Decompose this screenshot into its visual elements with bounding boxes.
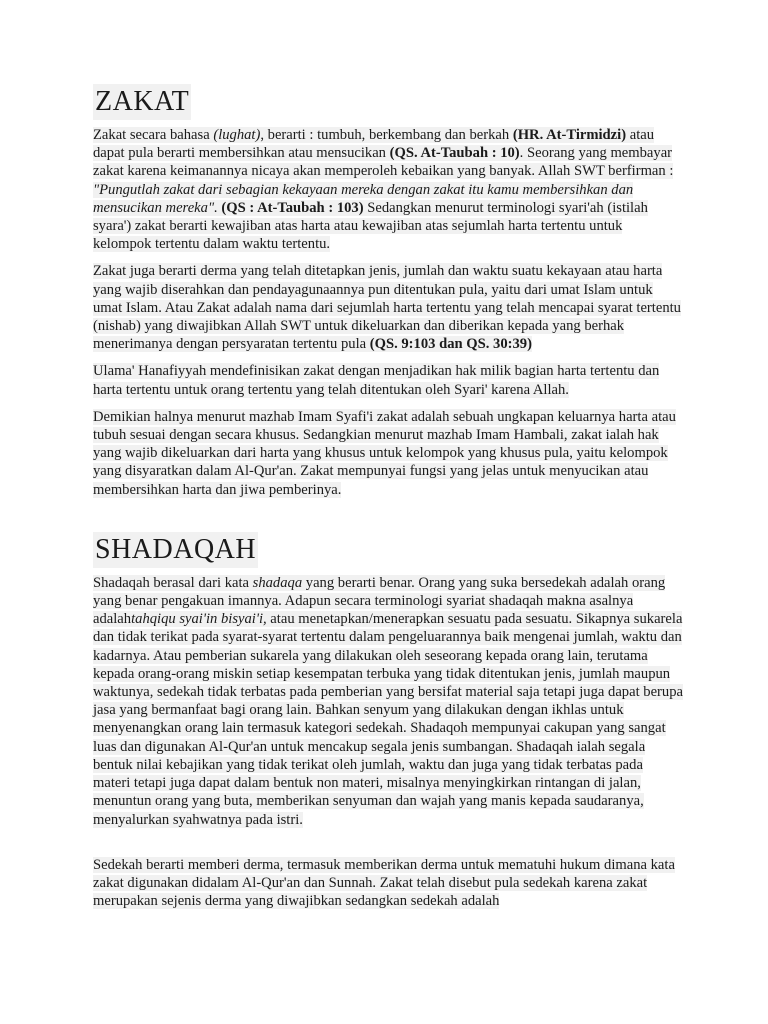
zakat-paragraph-3: Ulama' Hanafiyyah mendefinisikan zakat dengan menjadikan hak milik bagian harta tertentu dan harta tertentu untuk orang tertentu yang telah ditentukan oleh Syari' karena Allah. [93,363,660,398]
document-page [93,84,683,919]
zakat-heading: ZAKAT [93,84,191,120]
shadaqah-heading: SHADAQAH [93,532,258,568]
shadaqah-paragraph-2: Sedekah berarti memberi derma, termasuk memberikan derma untuk mematuhi hukum dimana kata zakat digunakan didalam Al-Qur'an dan Sunnah. Zakat telah disebut pula sedekah karena zakat merupakan sejenis derma yang diwajibkan sedangkan sedekah adalah [93,856,675,910]
shadaqah-paragraph-1: Shadaqah berasal dari kata shadaqa yang berarti benar. Orang yang suka bersedekah adalah orang yang benar pengakuan imannya. Adapun secara terminologi syariat shadaqah makna asalnya adalahtahqiqu syai'in bisyai'i, atau menetapkan/menerapkan sesuatu pada sesuatu. Sikapnya sukarela dan tidak terikat pada syarat-syarat tertentu dalam pengeluarannya baik mengenai jumlah, waktu dan kadarnya. Atau pemberian sukarela yang dilakukan oleh seseorang kepada orang lain, terutama kepada orang-orang miskin setiap kesempatan terbuka yang tidak ditentukan jenis, jumlah maupun waktunya, sedekah tidak terbatas pada pemberian yang bersifat material saja tetapi juga dapat berupa jasa yang bermanfaat bagi orang lain. Bahkan senyum yang dilakukan dengan ikhlas untuk menyenangkan orang lain termasuk kategori sedekah. Shadaqoh mempunyai cakupan yang sangat luas dan digunakan Al-Qur'an untuk mencakup segala jenis sumbangan. Shadaqah ialah segala bentuk nilai kebajikan yang tidak terikat oleh jumlah, waktu dan juga yang tidak terbatas pada materi tetapi juga dapat dalam bentuk non materi, misalnya menyingkirkan rintangan di jalan, menuntun orang yang buta, memberikan senyuman dan wajah yang manis kepada saudaranya, menyalurkan syahwatnya pada istri. [93,574,683,828]
paragraph-spacer [93,838,683,856]
zakat-paragraph-1: Zakat secara bahasa (lughat), berarti : tumbuh, berkembang dan berkah (HR. At-Tirmidzi) atau dapat pula berarti membersihkan atau mensucikan (QS. At-Taubah : 10). Seorang yang membayar zakat karena keimanannya nicaya akan memperoleh kebaikan yang banyak. Allah SWT berfirman : "Pungutlah zakat dari sebagian kekayaan mereka dengan zakat itu kamu membersihkan dan mensucikan mereka". (QS : At-Taubah : 103) Sedangkan menurut terminologi syari'ah (istilah syara') zakat berarti kewajiban atas harta atau kewajiban atas sejumlah harta tertentu untuk kelompok tertentu dalam waktu tertentu. [93,127,674,253]
zakat-paragraph-4: Demikian halnya menurut mazhab Imam Syafi'i zakat adalah sebuah ungkapan keluarnya harta atau tubuh sesuai dengan secara khusus. Sedangkian menurut mazhab Imam Hambali, zakat ialah hak yang wajib dikeluarkan dari harta yang khusus untuk kelompok yang khusus pula, yaitu kelompok yang disyaratkan dalam Al-Qur'an. Zakat mempunyai fungsi yang jelas untuk menyucikan atau membersihkan harta dan jiwa pemberinya. [93,408,676,498]
zakat-paragraph-2: Zakat juga berarti derma yang telah ditetapkan jenis, jumlah dan waktu suatu kekayaan atau harta yang wajib diserahkan dan pendayagunaannya pun ditentukan pula, yaitu dari umat Islam untuk umat Islam. Atau Zakat adalah nama dari sejumlah harta tertentu yang telah mencapai syarat tertentu (nishab) yang diwajibkan Allah SWT untuk dikeluarkan dan diberikan kepada yang berhak menerimanya dengan persyaratan tertentu pula (QS. 9:103 dan QS. 30:39) [93,263,681,353]
